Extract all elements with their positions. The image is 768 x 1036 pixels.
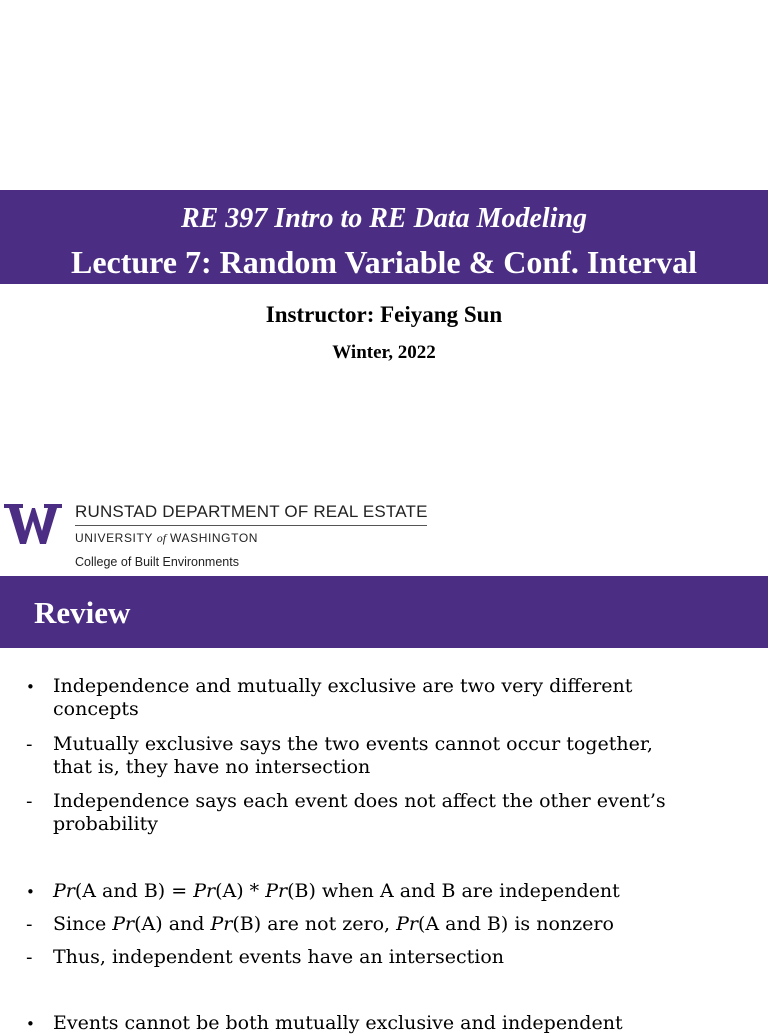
logo-divider [75, 525, 427, 526]
instructor-name: Instructor: Feiyang Sun [265, 302, 503, 327]
course-title: RE 397 Intro to RE Data Modeling [180, 203, 588, 234]
term-label: Winter, 2022 [332, 342, 436, 363]
dash-marker: - [26, 734, 33, 755]
review-header-band [0, 576, 768, 648]
title-band [0, 190, 768, 284]
dash-marker: - [26, 914, 33, 935]
college-name: College of Built Environments [75, 555, 239, 569]
slide-title: Review [34, 595, 131, 630]
lecture-title: Lecture 7: Random Variable & Conf. Interval [70, 244, 698, 280]
department-name: RUNSTAD DEPARTMENT OF REAL ESTATE [75, 502, 428, 521]
bullet-marker: • [26, 883, 35, 901]
bullet-marker: • [26, 678, 35, 696]
department-logo [4, 500, 428, 574]
uw-w-logo-icon [4, 504, 62, 544]
dash-text: Independence says each event does not affect the other event’s probability [53, 790, 666, 835]
university-name: UNIVERSITY of WASHINGTON [75, 531, 259, 545]
dash-text: Mutually exclusive says the two events cannot occur together, that is, they have no intersection [53, 733, 653, 778]
dash-marker: - [26, 947, 33, 968]
bullet-marker: • [26, 1015, 35, 1033]
bullet-text: Independence and mutually exclusive are two very different concepts [53, 675, 633, 720]
dash-text: Thus, independent events have an intersection [53, 946, 505, 968]
dash-text: Since Pr(A) and Pr(B) are not zero, Pr(A and B) is nonzero [53, 913, 614, 935]
dash-marker: - [26, 791, 33, 812]
bullet-text: Pr(A and B) = Pr(A) * Pr(B) when A and B are independent [53, 880, 620, 902]
bullet-text: Events cannot be both mutually exclusive and independent [53, 1012, 623, 1034]
